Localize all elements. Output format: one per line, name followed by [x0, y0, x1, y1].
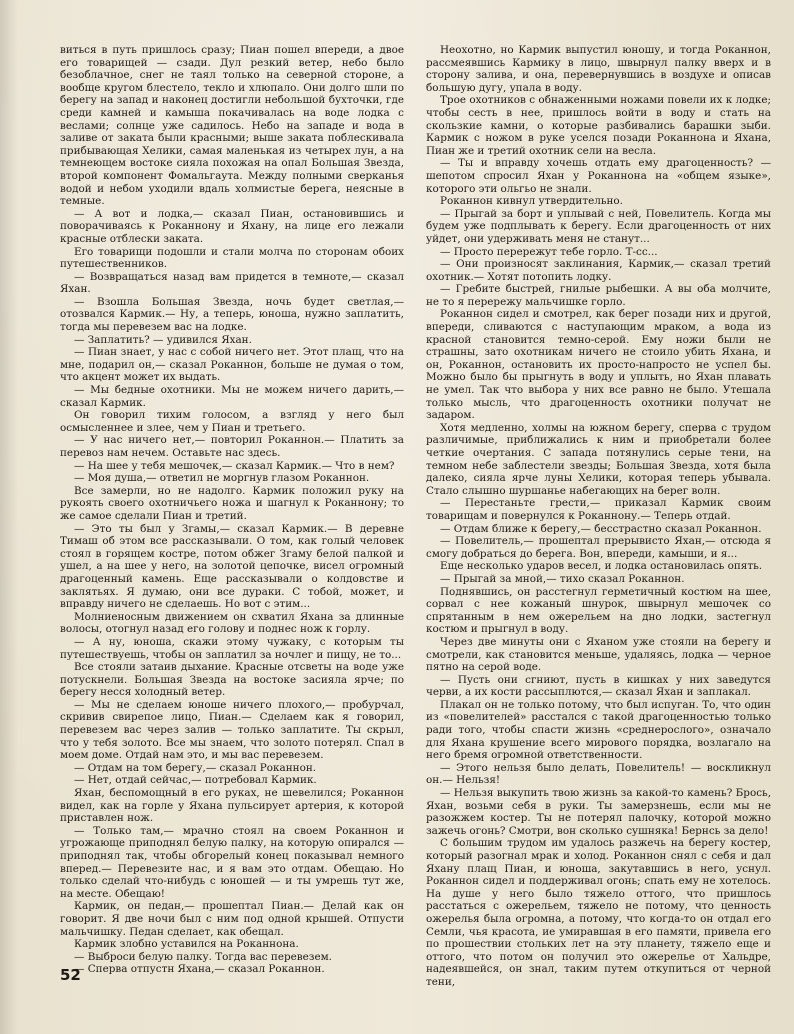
- paragraph: — Просто перережут тебе горло. Т-сс...: [440, 245, 658, 258]
- paragraph: — Заплатить? — удивился Яхан.: [74, 333, 252, 346]
- paragraph: — На шее у тебя мешочек,— сказал Кармик.— Что в нем?: [74, 459, 395, 472]
- paragraph: — Возвращаться назад вам придется в темноте,— сказал Яхан.: [60, 270, 404, 296]
- paragraph: — Гребите быстрей, гнилые рыбешки. А вы оба молчите, не то я перережу мальчишке горло.: [426, 283, 771, 308]
- paragraph: — Мы бедные охотники. Мы не можем ничего дарить,— сказал Кармик.: [60, 384, 404, 409]
- paragraph: Трое охотников с обнаженными ножами повели их к лодке; чтобы сесть в нее, пришлось войти в воду и стать на скользкие камни, о которые разбивались барашки зыби. Кармик с ножом в руке уселся позади Роканнона и Яхана, Пиан же и третий охотник сели на весла.: [426, 94, 771, 157]
- paragraph: Неохотно, но Кармик выпустил юношу, и тогда Роканнон, рассмеявшись Кармику в лицо, швырнул палку вверх и в сторону залива, и она, перевернувшись в воздухе и описав большую дугу, упала в воду.: [426, 44, 771, 94]
- paragraph: — Это ты был у Згамы,— сказал Кармик.— В деревне Тимаш об этом все рассказывали. О том, как голый человек стоял в горящем костре, потом обжег Згаму белой палкой и ушел, а на шее у него, на золотой цепочке, висел огромный драгоценный камень. Еще рассказывали о колдовстве и заклятьях. Я думаю, они все дураки. С тобой, может, и вправду ничего не сделаешь. Но вот с этим...: [60, 522, 404, 611]
- left-text-column: [60, 44, 404, 976]
- paragraph: С большим трудом им удалось разжечь на берегу костер, который разогнал мрак и холод. Роканнон снял с себя и дал Яхану плащ Пиан, и юноша, закутавшись в него, уснул. Роканнон сидел и поддерживал огонь; спать ему не хотелось. На душе у него было тяжело оттого, что пришлось расстаться с ожерельем, тяжело не потому, что ценность ожерелья была огромна, а потому, что когда-то он отдал его Семли, чья красота, ие умиравшая в его памяти, привела его по прошествии стольких лет на эту планету, тяжело еще и оттого, что потом он получил это ожерелье от Хальдре, надеявшейся, он знал, таким путем откупиться от черной тени,: [426, 837, 771, 988]
- paragraph: — У нас ничего нет,— повторил Роканнон.— Платить за перевоз нам нечем. Оставьте нас здесь.: [60, 434, 404, 459]
- paragraph: Роканнон сидел и смотрел, как берег позади них и другой, впереди, сливаются с наступающим мраком, а вода из красной становится темно-серой. Ему ножи были не страшны, зато охотникам ничего не стоило убить Яхана, и он, Роканнон, остановить их просто-напросто не успел бы. Можно было бы прыгнуть в воду и уплыть, но Яхан плавать не умел. Так что выбора у них все равно не было. Утешала только мысль, что драгоценность охотники получат не задаром.: [426, 308, 771, 422]
- right-text-column: [426, 44, 771, 989]
- paragraph: Еще несколько ударов весел, и лодка остановилась опять.: [440, 560, 763, 573]
- page-gutter-shadow: [0, 0, 18, 1034]
- paragraph: — Отдам ближе к берегу,— бесстрастно сказал Роканнон.: [440, 522, 762, 535]
- paragraph: — Повелитель,— прошептал прерывисто Яхан,— отсюда я смогу добраться до берега. Вон, впереди, камыши, и я...: [426, 535, 771, 560]
- paragraph: Кармик, он педан,— прошептал Пиан.— Делай как он говорит. Я две ночи был с ним под одной крышей. Отпусти мальчишку. Педан сделает, как обещал.: [60, 900, 404, 938]
- paragraph: Хотя медленно, холмы на южном берегу, сперва с трудом различимые, приближались к ним и приобретали более четкие очертания. С запада потянулись серые тени, на темном небе заблестели звезды; Большая Звезда, хотя была далеко, сияла ярче луны Хелики, которая теперь убывала. Стало слышно шуршанье набегающих на берег волн.: [426, 421, 771, 497]
- paragraph: — Нет, отдай сейчас,— потребовал Кармик.: [74, 774, 317, 787]
- paragraph: виться в путь пришлось сразу; Пиан пошел впереди, а двое его товарищей — сзади. Дул резкий ветер, небо было безоблачное, снег не таял только на северной стороне, а вообще кругом блестело, текло и хлюпало. Они долго шли по берегу на запад и наконец достигли небольшой бухточки, где среди камней и камыша покачивалась на воде лодка с веслами; солнце уже садилось. Небо на западе и вода в заливе от заката были красными; выше заката поблескивала прибывающая Хелики, самая маленькая из четырех лун, а на темнеющем востоке сияла похожая на опал Большая Звезда, второй компонент Фомальгаута. Между полными сверканья водой и небом уходили вдаль холмистые берега, неясные в темные.: [60, 44, 404, 208]
- paragraph: Молниеносным движением он схватил Яхана за длинные волосы, отогнул назад его голову и поднес нож к горлу.: [60, 610, 404, 636]
- paragraph: — Пусть они сгниют, пусть в кишках у них заведутся черви, а их кости рассыплются,— сказал Яхан и заплакал.: [426, 673, 771, 699]
- paragraph: — Только там,— мрачно стоял на своем Роканнон и угрожающе приподнял белую палку, на которую опиралcя — приподнял так, чтобы обгорелый конец показывал немного вперед.— Перевезите нас, и я вам это отдам. Обещаю. Но только сделай что-нибудь с юношей — и ты умрешь тут же, на месте. Обещаю!: [60, 824, 404, 900]
- paragraph: — А ну, юноша, скажи этому чужаку, с которым ты путешествуешь, чтобы он заплатил за ночлег и пищу, не то...: [60, 635, 404, 661]
- paragraph: — Сперва отпустн Яхана,— сказал Роканнон.: [74, 963, 325, 976]
- paragraph: Роканнон кивнул утвердительно.: [440, 195, 623, 208]
- paragraph: — Отдам на том берегу,— сказал Роканнон.: [74, 761, 317, 774]
- paragraph: — Пиан знает, у нас с собой ничего нет. Этот плащ, что на мне, подарил он,— сказал Роканнон, больше не думая о том, что акцент может их выдать.: [60, 346, 404, 384]
- paragraph: — Прыгай за мной,— тихо сказал Роканнон.: [440, 572, 685, 585]
- paragraph: — Перестаньте грести,— приказал Кармик своим товарищам и повернулся к Роканнону.— Теперь отдай.: [426, 497, 771, 522]
- paragraph: Он говорил тихим голосом, а взгляд у него был осмысленнее и злее, чем у Пиан и третьего.: [60, 409, 404, 434]
- paragraph: — Мы не сделаем юноше ничего плохого,— пробурчал, скривив свирепое лицо, Пиан.— Сделаем как я говорил, перевезем вас через залив — только заплатите. Ты скрыл, что у тебя золото. Все мы знаем, что золото потерял. Спал в моем доме. Отдай нам это, и мы вас перевезем.: [60, 698, 404, 762]
- paragraph: Кармик злобно уставился на Роканнона.: [74, 938, 299, 951]
- paragraph: — Ты и вправду хочешь отдать ему драгоценность? — шепотом спросил Яхан у Роканнона на «общем языке», которого эти ольгьо не знали.: [426, 157, 771, 195]
- paragraph: Все стояли затаив дыхание. Красные отсветы на воде уже потускнели. Большая Звезда на востоке засияла ярче; по берегу несся холодный ветер.: [60, 661, 404, 699]
- paragraph: — Прыгай за борт и уплывай с ней, Повелитель. Когда мы будем уже подплывать к берегу. Если драгоценность от них уйдет, они удерживать меня не станут...: [426, 207, 771, 245]
- paragraph: — Нельзя выкупить твою жизнь за какой-то камень? Брось, Яхан, возьми себя в руки. Ты замерзнешь, если мы не разожжем костер. Ты не потерял палочку, которой можно зажечь огонь? Смотри, вон сколько сушняка! Бернсь за дело!: [426, 787, 771, 837]
- paragraph: Через две минуты они с Яханом уже стояли на берегу и смотрели, как становится меньше, удаляясь, лодка — черное пятно на серой воде.: [426, 635, 771, 674]
- paragraph: — Они произносят заклинания, Кармик,— сказал третий охотник.— Хотят потопить лодку.: [426, 258, 771, 283]
- paragraph: — Выброси белую палку. Тогда вас перевезем.: [74, 950, 332, 963]
- paragraph: Все замерли, но не надолго. Кармик положил руку на рукоять своего охотничьего ножа и шагнул к Роканнону; то же самое сделали Пиан и третий.: [60, 484, 404, 522]
- paragraph: Поднявшись, он расстегнул герметичный костюм на шее, сорвал с нее кожаный шнурок, швырнул мешочек со спрятанным в нем ожерельем на дно лодки, застегнул костюм и прыгнул в воду.: [426, 585, 771, 636]
- paragraph: — Этого нельзя было делать, Повелитель! — воскликнул он.— Нельзя!: [426, 761, 771, 787]
- paragraph: — Взошла Большая Звезда, ночь будет светлая,— отозвался Кармик.— Ну, а теперь, юноша, нужно заплатить, тогда мы перевезем вас на лодке.: [60, 295, 404, 334]
- page-number: 52: [60, 966, 81, 984]
- paragraph: — А вот и лодка,— сказал Пиан, остановившись и поворачиваясь к Роканнону и Яхану, на лице его лежали красные отблески заката.: [60, 207, 404, 245]
- paragraph: Его товарищи подошли и стали молча по сторонам обоих путешественников.: [60, 245, 404, 271]
- paragraph: Плакал он не только потому, что был испуган. То, что один из «повелителей» расстался с такой драгоценностью только ради того, чтобы спасти жизнь «среднерослого», означало для Яхана крушение всего мирового порядка, возлагало на него бремя огромной ответственности.: [426, 698, 771, 762]
- paragraph: — Моя душа,— ответил не моргнув глазом Роканнон.: [74, 472, 370, 485]
- paragraph: Яхан, беспомощный в его руках, не шевелился; Роканнон видел, как на горле у Яхана пульсирует артерия, к которой приставлен нож.: [60, 787, 404, 825]
